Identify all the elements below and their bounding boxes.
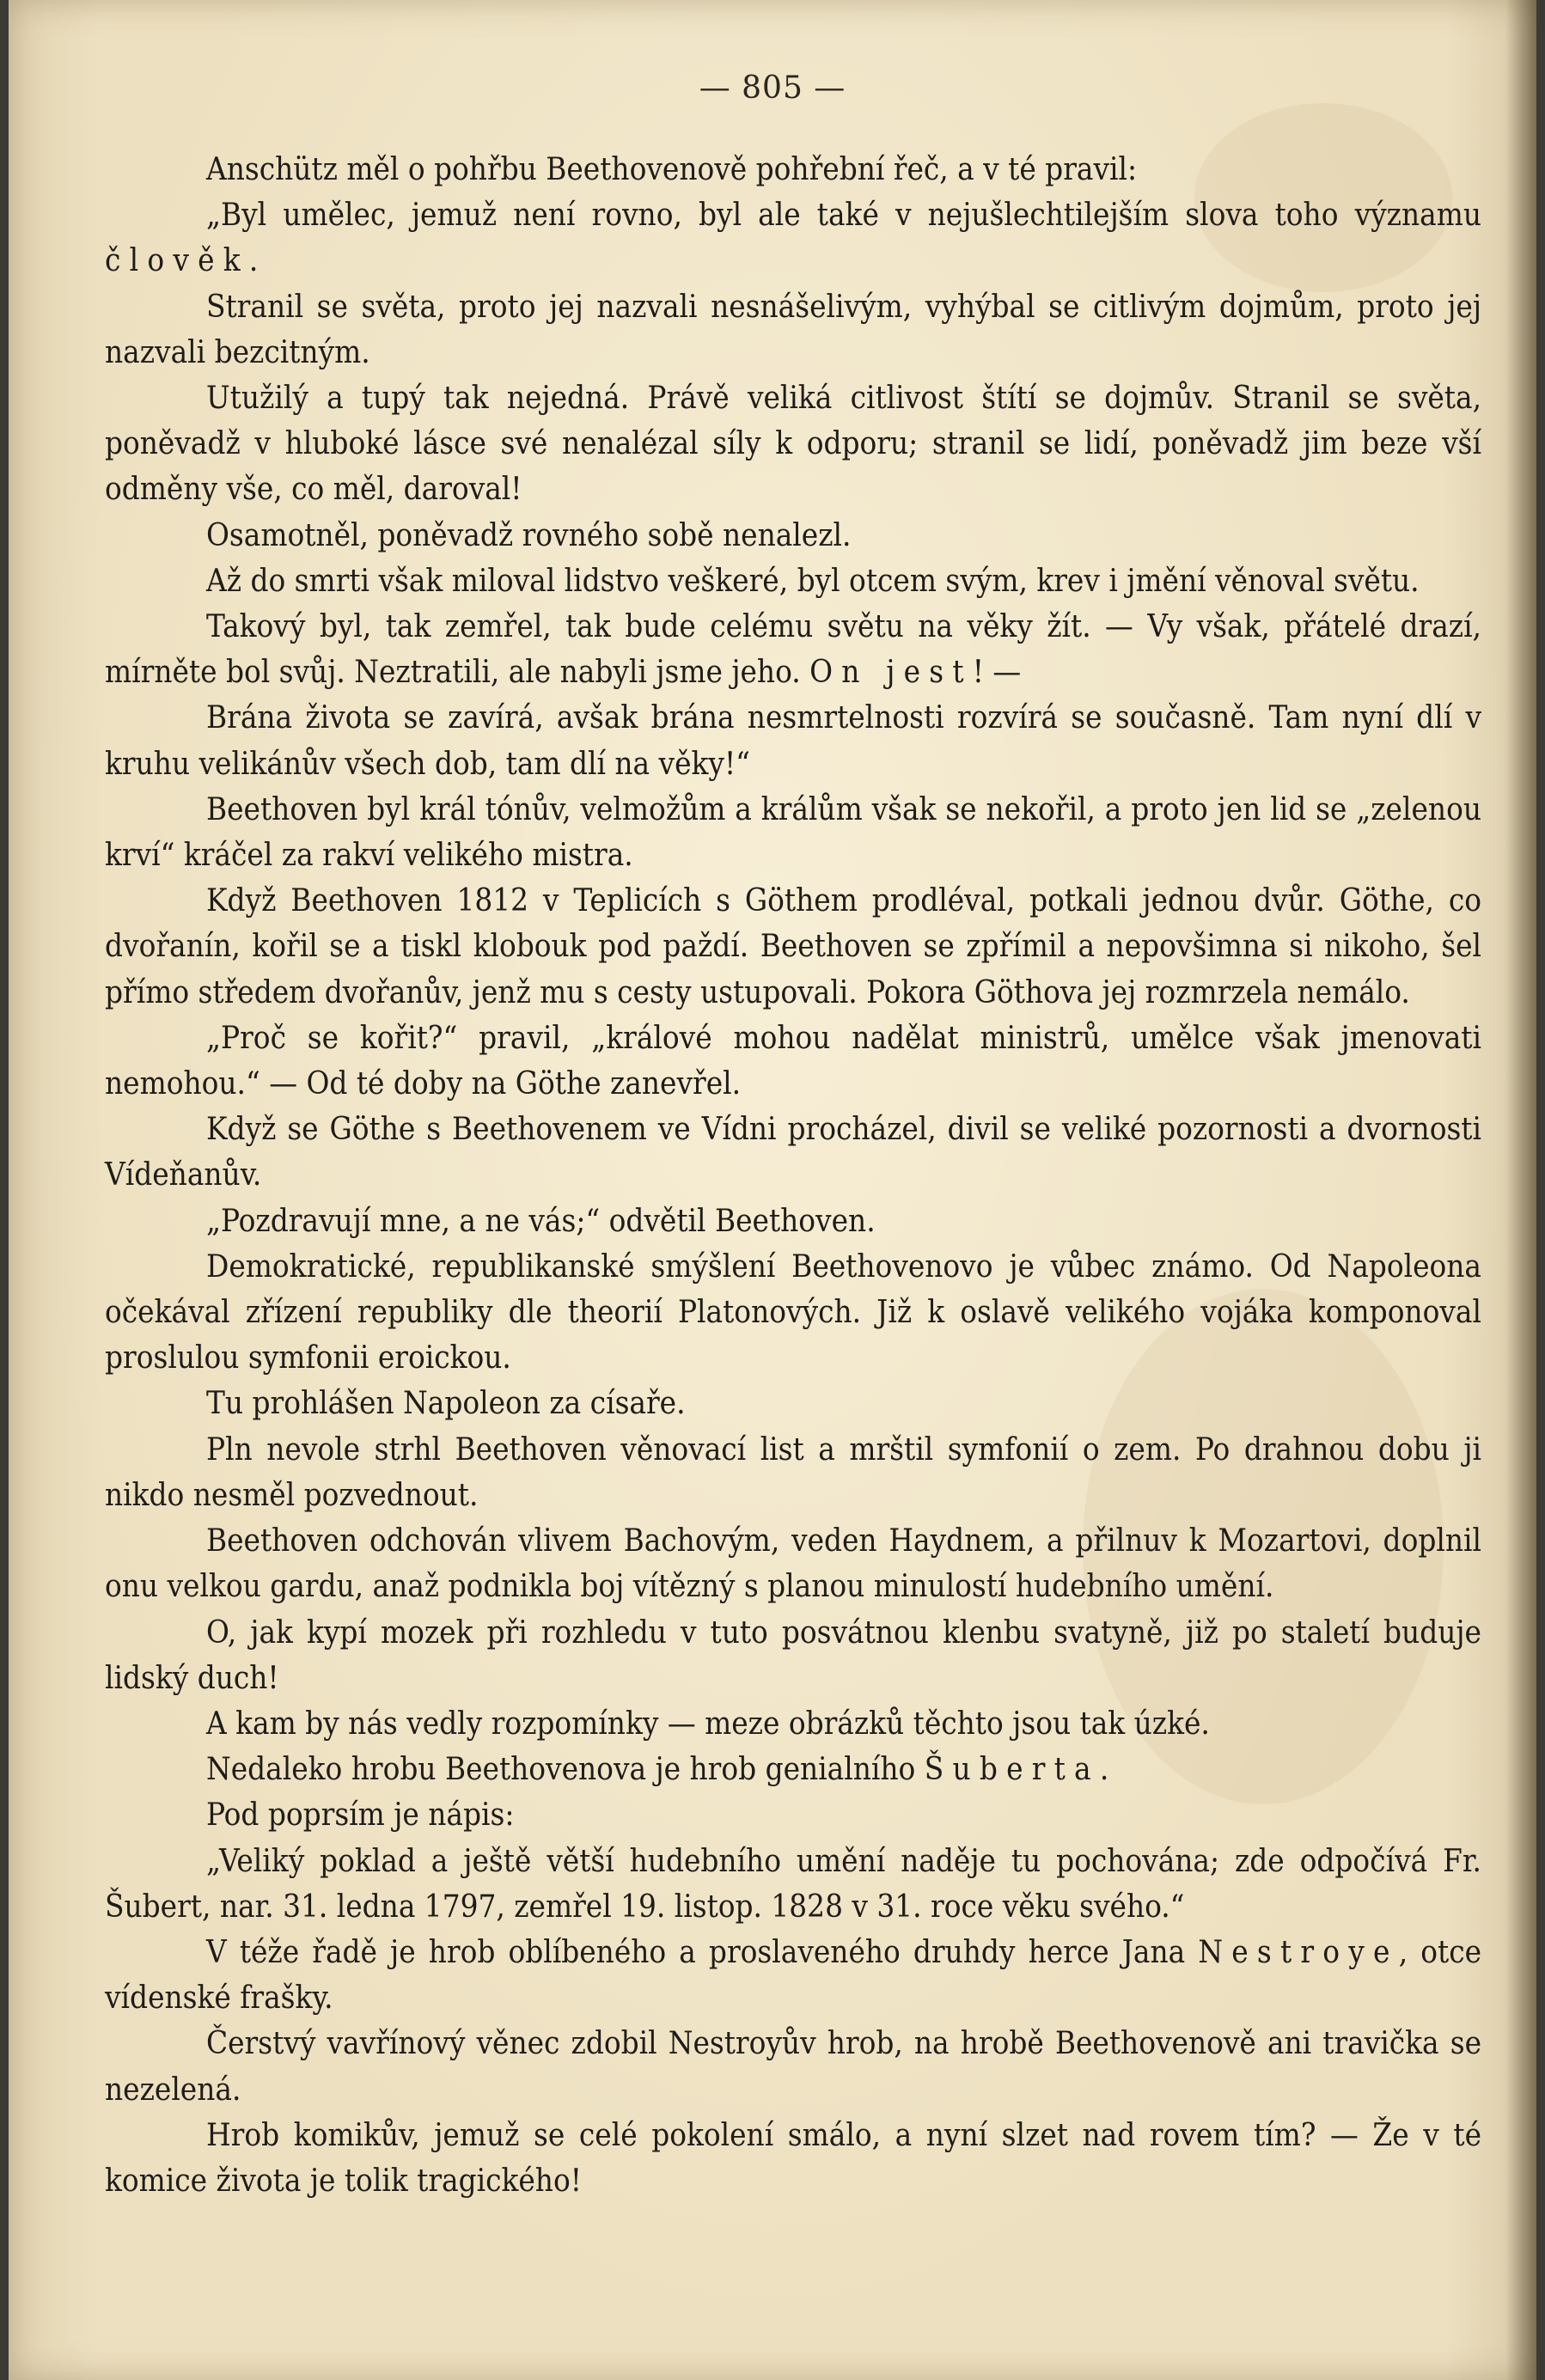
paragraph-18: O, jak kypí mozek při rozhledu v tuto posvátnou klenbu svatyně, již po staletí buduje lidský duch!: [105, 1613, 1481, 1696]
paragraph-1: Anschütz měl o pohřbu Beethovenově pohřební řeč, a v té pravil:: [206, 150, 1138, 187]
emphasis-on-jest: On jest: [809, 653, 973, 691]
paragraph-8: Brána života se zavírá, avšak brána nesmrtelnosti rozvírá se současně. Tam nyní dlí v kruhu velikánův všech dob, tam dlí na věky!“: [105, 699, 1481, 782]
paragraph-11: „Proč se kořit?“ pravil, „králové mohou nadělat ministrů, umělce však jmenovati nemohou.“ — Od té doby na Göthe zanevřel.: [105, 1018, 1481, 1102]
paragraph-23: V téže řadě je hrob oblíbeného a proslaveného druhdy herce Jana Nestroye, otce vídenské frašky.: [105, 1932, 1482, 2017]
emphasis-suberta: Šuberta: [924, 1750, 1100, 1788]
emphasis-clovek: člověk: [105, 241, 249, 279]
paragraph-5: Osamotněl, poněvadž rovného sobě nenalezl.: [206, 516, 852, 553]
paragraph-20: Nedaleko hrobu Beethovenova je hrob genialního Šuberta.: [206, 1750, 1109, 1788]
paragraph-7: Takový byl, tak zemřel, tak bude celému světu na věky žít. — Vy však, přátelé drazí, mírněte bol svůj. Neztratili, ale nabyli jsme jeho. On jest! —: [105, 607, 1481, 691]
paragraph-24: Čerstvý vavřínový věnec zdobil Nestroyův hrob, na hrobě Beethovenově ani travička se nezelená.: [105, 2024, 1481, 2108]
paragraph-2: „Byl umělec, jemuž není rovno, byl ale také v nejušlechtilejším slova toho významu člověk.: [105, 196, 1481, 279]
paragraph-22: „Veliký poklad a ještě větší hudebního umění naděje tu pochována; zde odpočívá Fr. Šubert, nar. 31. ledna 1797, zemřel 19. listop. 1828 v 31. roce věku svého.“: [105, 1841, 1481, 1925]
emphasis-nestroye: Nestroye: [1198, 1932, 1399, 1970]
paragraph-19: A kam by nás vedly rozpomínky — meze obrázků těchto jsou tak úzké.: [206, 1704, 1210, 1742]
paragraph-16: Pln nevole strhl Beethoven věnovací list a mrštil symfonií o zem. Po drahnou dobu ji nikdo nesměl pozvednout.: [105, 1430, 1481, 1513]
page-body: [105, 146, 1481, 2203]
book-spine-shadow: [1505, 0, 1536, 2380]
paragraph-21: Pod poprsím je nápis:: [206, 1796, 515, 1834]
paragraph-25: Hrob komikův, jemuž se celé pokolení smálo, a nyní slzet nad rovem tím? — Že v té komice života je tolik tragického!: [105, 2115, 1481, 2199]
paragraph-4: Utužilý a tupý tak nejedná. Právě veliká citlivost štítí se dojmův. Stranil se světa, poněvadž v hluboké lásce své nenalézal síly k odporu; stranil se lidí, poněvadž jim beze vší odměny vše, co měl, daroval!: [105, 379, 1481, 508]
paragraph-10: Když Beethoven 1812 v Teplicích s Göthem prodléval, potkali jednou dvůr. Göthe, co dvořanín, kořil se a tiskl klobouk pod paždí. Beethoven se zpřímil a nepovšimna si nikoho, šel přímo středem dvořanův, jenž mu s cesty ustupovali. Pokora Göthova jej rozmrzela nemálo.: [105, 882, 1481, 1010]
book-page: [9, 0, 1536, 2380]
paragraph-9: Beethoven byl král tónův, velmožům a králům však se nekořil, a proto jen lid se „zelenou krví“ kráčel za rakví velikého mistra.: [105, 790, 1481, 874]
paragraph-13: „Pozdravují mne, a ne vás;“ odvětil Beethoven.: [206, 1201, 876, 1239]
paragraph-12: Když se Göthe s Beethovenem ve Vídni procházel, divil se veliké pozornosti a dvornosti Vídeňanův.: [105, 1110, 1481, 1193]
paragraph-14: Demokratické, republikanské smýšlení Beethovenovo je vůbec známo. Od Napoleona očekával zřízení republiky dle theorií Platonových. Již k oslavě velikého vojáka komponoval proslulou symfonii eroickou.: [105, 1247, 1481, 1376]
paragraph-6: Až do smrti však miloval lidstvo veškeré, byl otcem svým, krev i jmění věnoval světu.: [206, 561, 1420, 599]
paragraph-3: Stranil se světa, proto jej nazvali nesnášelivým, vyhýbal se citlivým dojmům, proto jej nazvali bezcitným.: [105, 287, 1481, 370]
paragraph-15: Tu prohlášen Napoleon za císaře.: [206, 1384, 686, 1422]
paragraph-17: Beethoven odchován vlivem Bachovým, veden Haydnem, a přilnuv k Mozartovi, doplnil onu velkou gardu, anaž podnikla boj vítězný s planou minulostí hudebního umění.: [105, 1522, 1481, 1605]
page-number: — 805 —: [699, 70, 846, 106]
